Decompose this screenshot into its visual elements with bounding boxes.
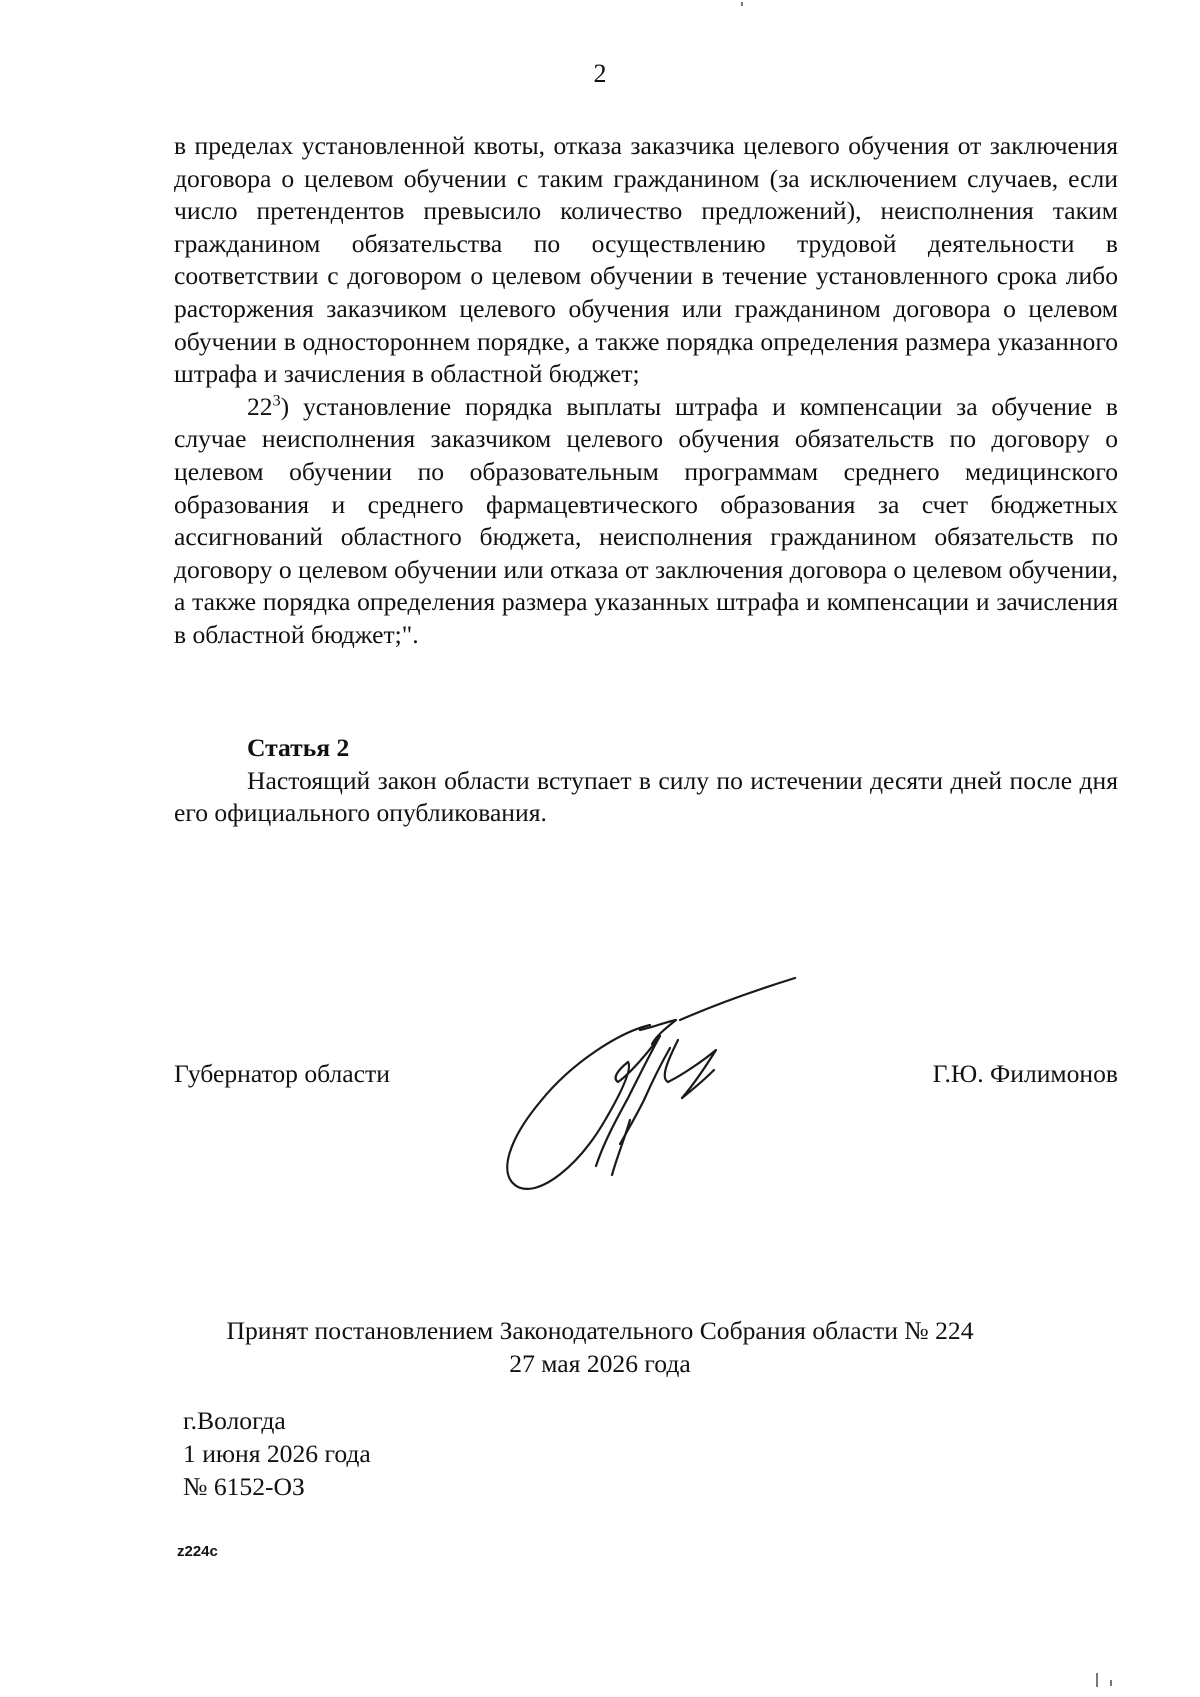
signatory-name: Г.Ю. Филимонов xyxy=(932,1059,1118,1088)
adoption-line-1: Принят постановлением Законодательного Собрания области № 224 xyxy=(226,1316,974,1345)
paragraph-item-22-3 xyxy=(174,391,1118,652)
handwritten-signature xyxy=(500,970,830,1195)
law-number: № 6152-ОЗ xyxy=(183,1472,305,1501)
item-number: 22 xyxy=(247,391,273,421)
article-text: Настоящий закон области вступает в силу по истечении десяти дней после дня его официального опубликования. xyxy=(174,765,1118,828)
article-2 xyxy=(174,732,1118,830)
location-block xyxy=(183,1404,371,1503)
article-heading: Статья 2 xyxy=(247,733,350,762)
scan-speck xyxy=(741,2,743,6)
scan-speck xyxy=(1110,1680,1112,1686)
paragraph-continuation: в пределах установленной квоты, отказа заказчика целевого обучения от заключения договора о целевом обучении с таким гражданином (за исключением случаев, если число претендентов превысило количество предложений), неисполнения таким гражданином обязательства по осуществлению трудовой деятельности в соответствии с договором о целевом обучении в течение установленного срока либо расторжения заказчиком целевого обучения или гражданином договора о целевом обучении в одностороннем порядке, а также порядка определения размера указанного штрафа и зачисления в областной бюджет; xyxy=(174,131,1118,389)
document-code: z224c xyxy=(177,1543,218,1560)
adoption-line-2: 27 мая 2026 года xyxy=(509,1349,691,1378)
law-date: 1 июня 2026 года xyxy=(183,1439,371,1468)
scan-speck xyxy=(1096,1673,1098,1687)
adoption-note xyxy=(0,1314,1200,1380)
signatory-position: Губернатор области xyxy=(174,1059,390,1088)
item-text: ) установление порядка выплаты штрафа и компенсации за обучение в случае неисполнения заказчиком целевого обучения обязательств по договору о целевом обучении по образовательным программам среднего медицинского образования и среднего фармацевтического образования за счет бюджетных ассигнований областного бюджета, неисполнения гражданином обязательств по договору о целевом обучении или отказа от заключения договора о целевом обучении, а также порядка определения размера указанных штрафа и компенсации и зачисления в областной бюджет;". xyxy=(174,391,1118,649)
city: г.Вологда xyxy=(183,1406,286,1435)
body-text xyxy=(174,130,1118,652)
item-superscript: 3 xyxy=(272,392,281,410)
page-number: 2 xyxy=(593,59,607,88)
